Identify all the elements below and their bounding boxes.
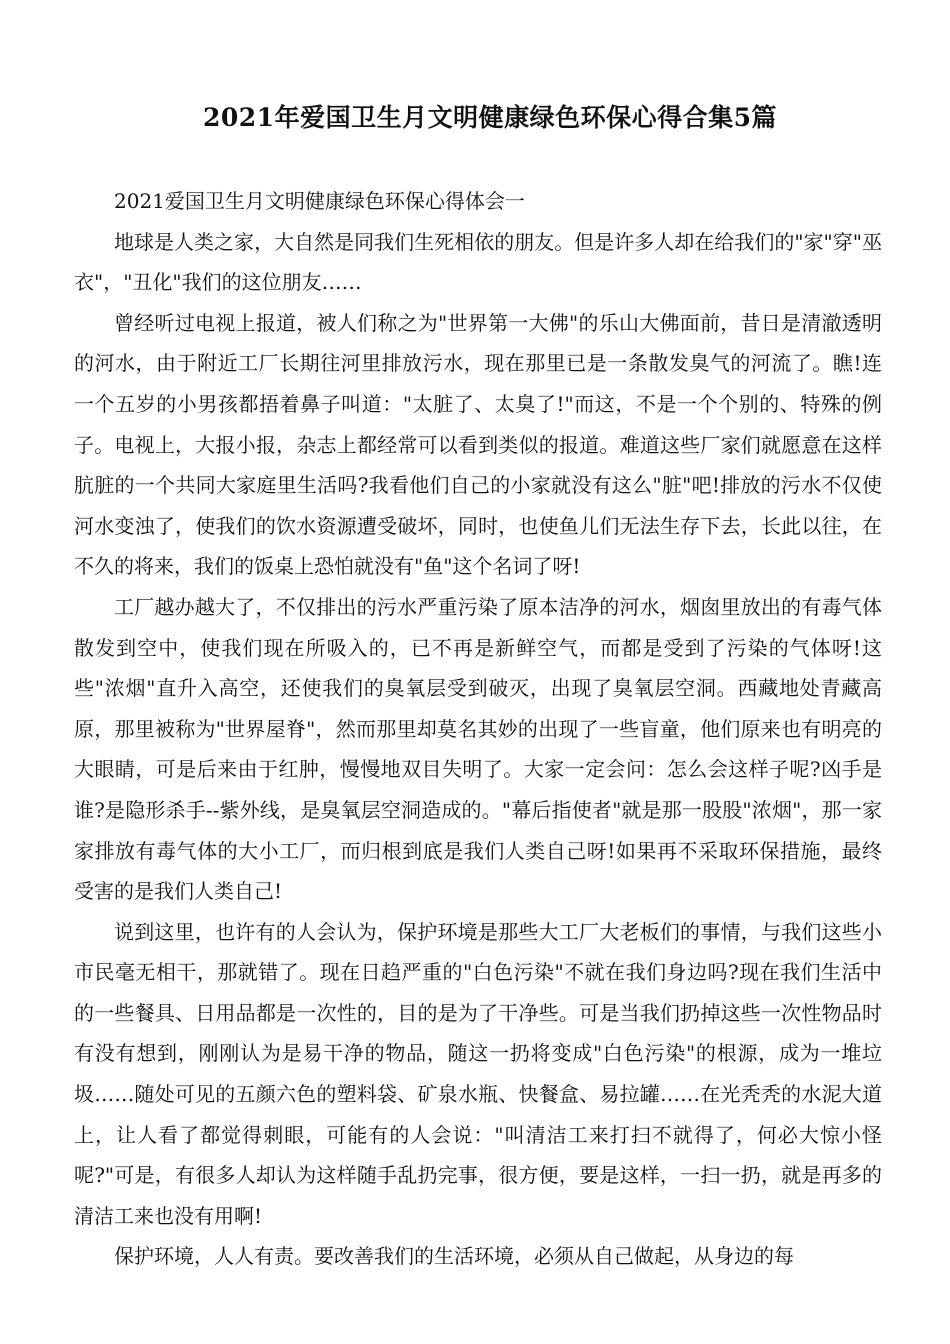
document-title: 2021年爱国卫生月文明健康绿色环保心得合集5篇: [203, 103, 777, 132]
paragraph: 工厂越办越大了，不仅排出的污水严重污染了原本洁净的河水，烟囱里放出的有毒气体散发到空中，使我们现在所吸入的，已不再是新鲜空气，而都是受到了污染的气体呀!这些"浓烟"直升入高空，还使我们的臭氧层受到破灭，出现了臭氧层空洞。西藏地处青藏高原，那里被称为"世界屋脊"，然而那里却莫名其妙的出现了一些盲童，他们原来也有明亮的大眼睛，可是后来由于红肿，慢慢地双目失明了。大家一定会问：怎么会这样子呢?凶手是谁?是隐形杀手--紫外线，是臭氧层空洞造成的。"幕后指使者"就是那一股股"浓烟"，那一家家排放有毒气体的大小工厂，而归根到底是我们人类自己呀!如果再不采取环保措施，最终受害的是我们人类自己!: [74, 594, 882, 904]
paragraph: 曾经听过电视上报道，被人们称之为"世界第一大佛"的乐山大佛面前，昔日是清澈透明的河水，由于附近工厂长期往河里排放污水，现在那里已是一条散发臭气的河流了。瞧!连一个五岁的小男孩都捂着鼻子叫道："太脏了、太臭了!"而这，不是一个个别的、特殊的例子。电视上，大报小报，杂志上都经常可以看到类似的报道。难道这些厂家们就愿意在这样肮脏的一个共同大家庭里生活吗?我看他们自己的小家就没有这么"脏"吧!排放的污水不仅使河水变浊了，使我们的饮水资源遭受破坏，同时，也使鱼儿们无法生存下去，长此以往，在不久的将来，我们的饭桌上恐怕就没有"鱼"这个名词了呀!: [74, 310, 882, 579]
paragraph: 保护环境，人人有责。要改善我们的生活环境，必须从自己做起，从身边的每: [114, 1244, 794, 1269]
document-body: [74, 181, 882, 1277]
paragraph: 地球是人类之家，大自然是同我们生死相依的朋友。但是许多人却在给我们的"家"穿"巫衣"，"丑化"我们的这位朋友……: [74, 229, 882, 295]
paragraph-subtitle: 2021爱国卫生月文明健康绿色环保心得体会一: [114, 189, 525, 213]
paragraph: 说到这里，也许有的人会认为，保护环境是那些大工厂大老板们的事情，与我们这些小市民毫无相干，那就错了。现在日趋严重的"白色污染"不就在我们身边吗?现在我们生活中的一些餐具、日用品都是一次性的，目的是为了干净些。可是当我们扔掉这些一次性物品时有没有想到，刚刚认为是易干净的物品，随这一扔将变成"白色污染"的根源，成为一堆垃圾……随处可见的五颜六色的塑料袋、矿泉水瓶、快餐盒、易拉罐……在光秃秃的水泥大道上，让人看了都觉得刺眼，可能有的人会说："叫清洁工来打扫不就得了，何必大惊小怪呢?"可是，有很多人却认为这样随手乱扔完事，很方便，要是这样，一扫一扔，就是再多的清洁工来也没有用啊!: [74, 919, 882, 1228]
